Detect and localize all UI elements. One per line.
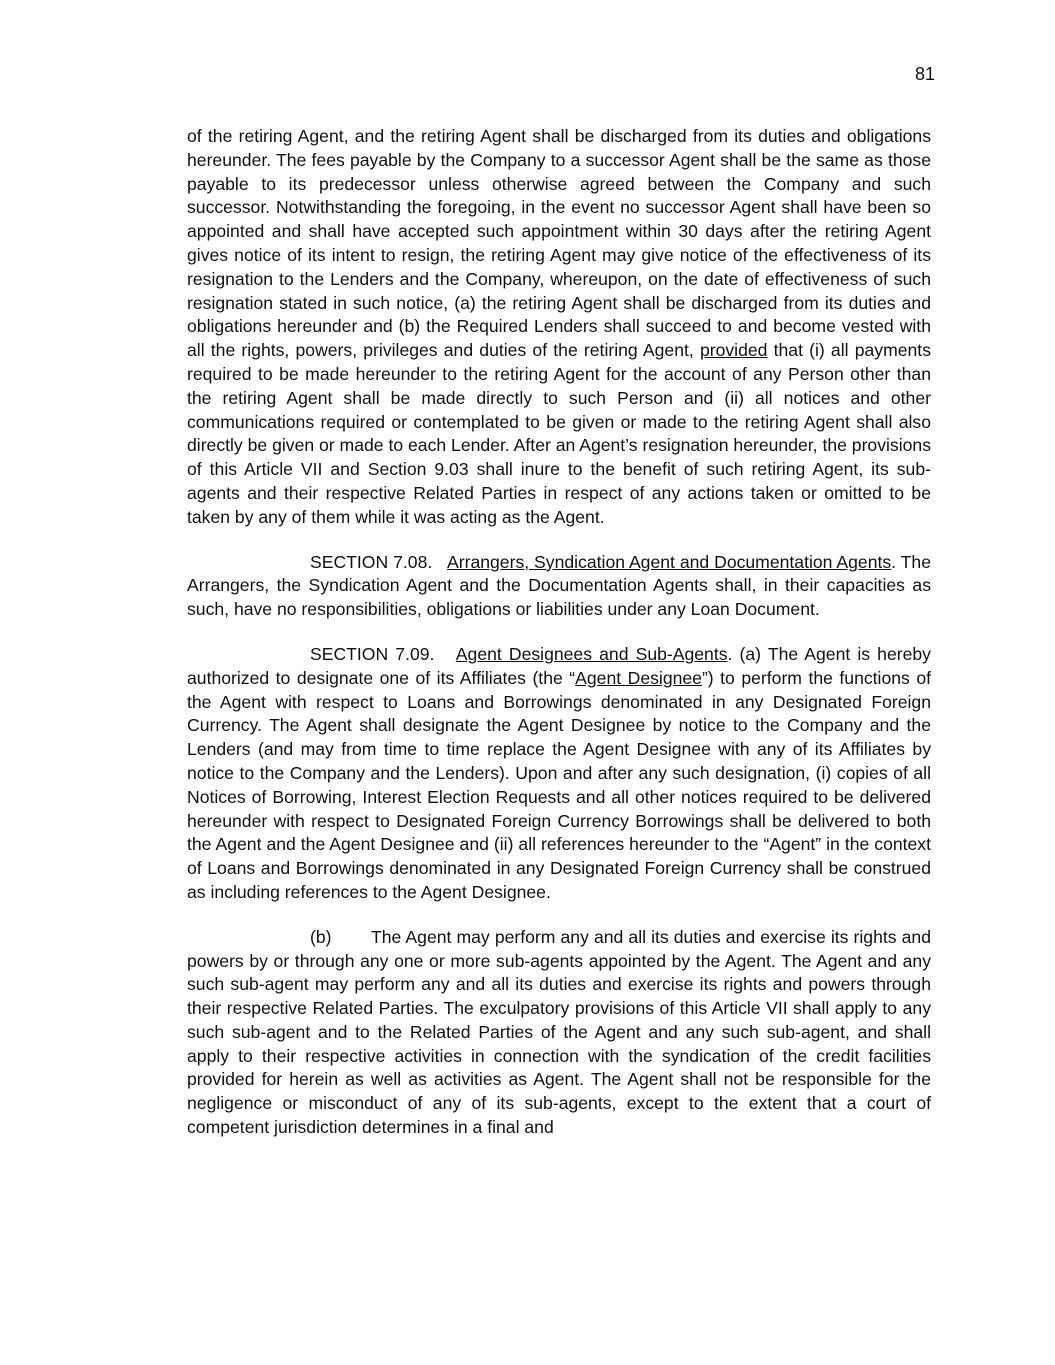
section-7-09: [187, 643, 931, 905]
section-text: ”) to perform the functions of the Agent with respect to Loans and Borrowings denominated in any Designated Foreign Currency. The Agent shall designate the Agent Designee by notice to the Company and the Lenders (and may from time to time replace the Agent Designee with any of its Affiliates by notice to the Company and the Lenders). Upon and after any such designation, (i) copies of all Notices of Borrowing, Interest Election Requests and all other notices required to be delivered hereunder with respect to Designated Foreign Currency Borrowings shall be delivered to both the Agent and the Agent Designee and (ii) all references hereunder to the “Agent” in the context of Loans and Borrowings denominated in any Designated Foreign Currency shall be construed as including references to the Agent Designee.: [187, 667, 932, 902]
page-number: 81: [914, 64, 935, 84]
section-text: . The Arrangers, the Syndication Agent and the Documentation Agents shall, in their capacities as such, have no responsibilities, obligations or liabilities under any Loan Document.: [187, 551, 931, 620]
paragraph-text: that (i) all payments required to be made hereunder to the retiring Agent for the account of any Person other than the retiring Agent shall be made directly to such Person and (ii) all notices and other communications required or contemplated to be given or made to the retiring Agent shall also directly be given or made to each Lender. After an Agent’s resignation hereunder, the provisions of this Article VII and Section 9.03 shall inure to the benefit of such retiring Agent, its sub-agents and their respective Related Parties in respect of any actions taken or omitted to be taken by any of them while it was acting as the Agent.: [187, 340, 931, 527]
defined-term-agent-designee: Agent Designee: [575, 667, 702, 688]
section-label: SECTION 7.09.: [310, 643, 435, 664]
paragraph-text: of the retiring Agent, and the retiring Agent shall be discharged from its duties and obligations hereunder. The fees payable by the Company to a successor Agent shall be the same as those payable to its predecessor unless otherwise agreed between the Company and such successor. Notwithstanding the foregoing, in the event no successor Agent shall have been so appointed and shall have accepted such appointment within 30 days after the retiring Agent gives notice of its intent to resign, the retiring Agent may give notice of the effectiveness of its resignation to the Lenders and the Company, whereupon, on the date of effectiveness of such resignation stated in such notice, (a) the retiring Agent shall be discharged from its duties and obligations hereunder and (b) the Required Lenders shall succeed to and become vested with all the rights, powers, privileges and duties of the retiring Agent,: [187, 126, 931, 361]
subsection-text: The Agent may perform any and all its duties and exercise its rights and powers by or through any one or more sub-agents appointed by the Agent. The Agent and any such sub-agent may perform any and all its duties and exercise its rights and powers through their respective Related Parties. The exculpatory provisions of this Article VII shall apply to any such sub-agent and to the Related Parties of the Agent and any such sub-agent, and shall apply to their respective activities in connection with the syndication of the credit facilities provided for herein as well as activities as Agent. The Agent shall not be responsible for the negligence or misconduct of any of its sub-agents, except to the extent that a court of competent jurisdiction determines in a final and: [187, 926, 931, 1138]
section-label: SECTION 7.08.: [310, 551, 433, 572]
document-body: [187, 125, 931, 1161]
section-7-08: [187, 551, 931, 622]
provided-term: provided: [699, 340, 768, 361]
paragraph-retiring-agent: [187, 125, 931, 530]
section-heading: Agent Designees and Sub-Agents: [455, 643, 728, 664]
section-text: . (a) The Agent is hereby authorized to designate one of its Affiliates (the “: [187, 643, 931, 688]
subsection-b: [187, 926, 931, 1140]
subsection-label: (b): [310, 926, 332, 947]
section-heading: Arrangers, Syndication Agent and Documentation Agents: [447, 551, 892, 572]
